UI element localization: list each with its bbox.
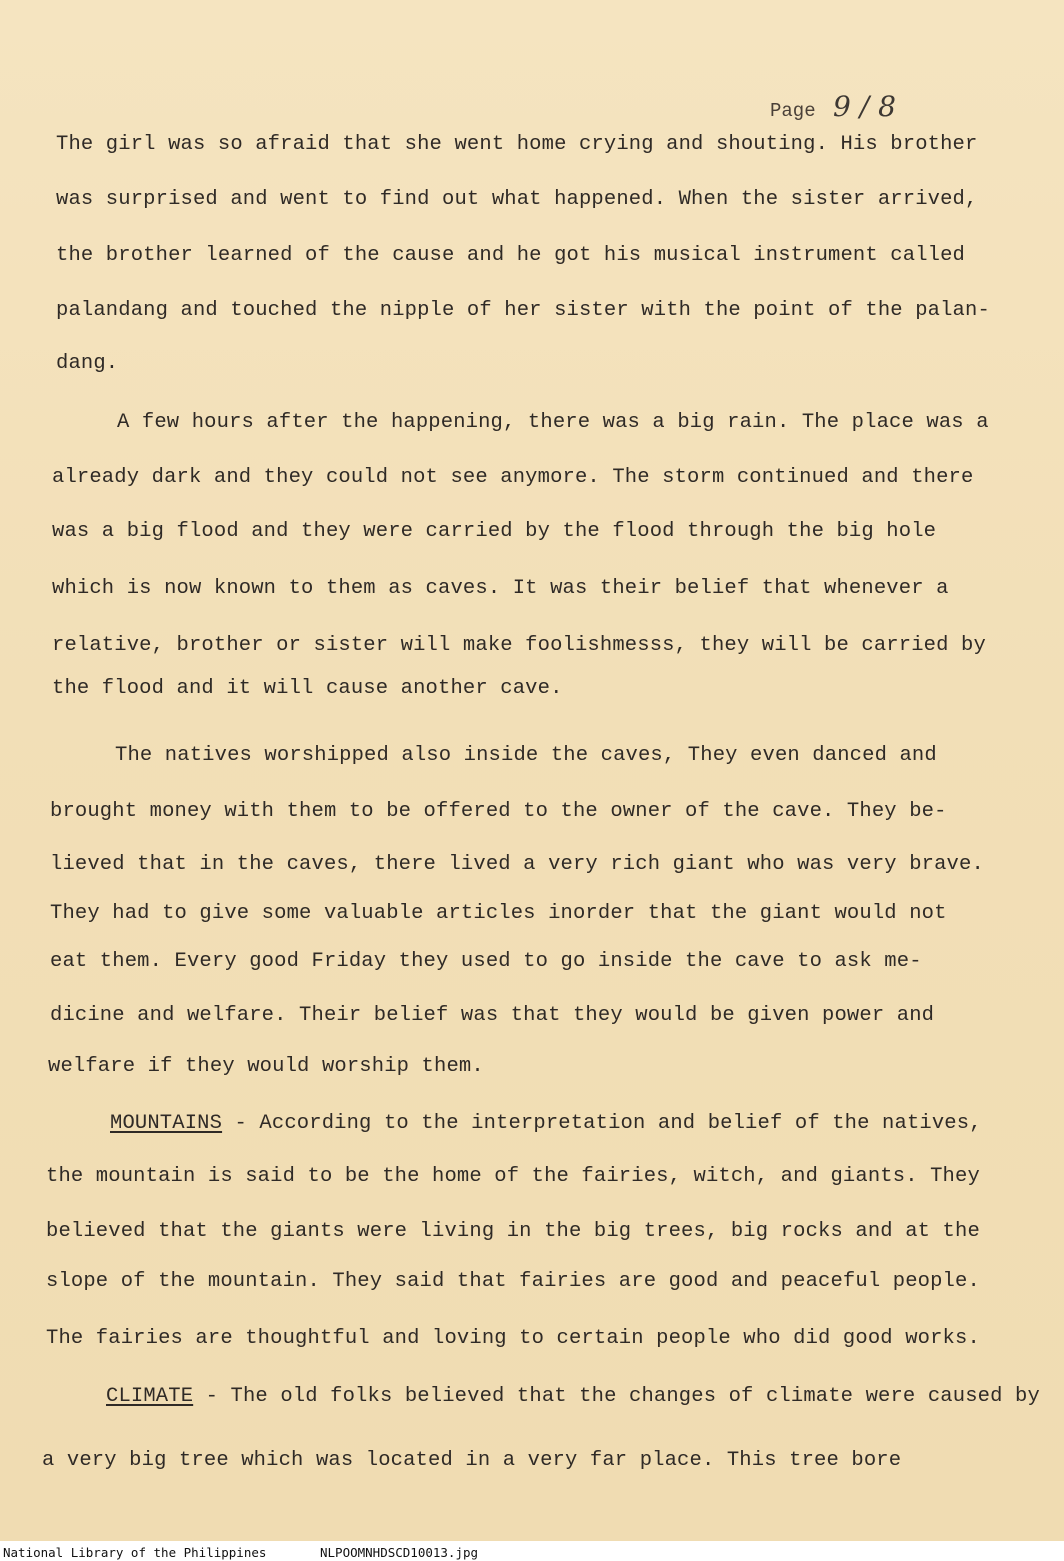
footer-filename: NLPOOMNHDSCD10013.jpg	[320, 1545, 479, 1560]
paragraph-2-line-5: relative, brother or sister will make foolishmesss, they will be carried by	[52, 634, 986, 657]
footer-bar	[0, 1541, 1064, 1561]
mountains-line-4: slope of the mountain. They said that fairies are good and peaceful people.	[46, 1270, 980, 1293]
paragraph-1-line-1: The girl was so afraid that she went home crying and shouting. His brother	[56, 133, 978, 156]
climate-heading: CLIMATE	[106, 1385, 194, 1408]
paragraph-1-line-2: was surprised and went to find out what happened. When the sister arrived,	[56, 188, 978, 211]
paragraph-2-line-2: already dark and they could not see anymore. The storm continued and there	[52, 466, 974, 489]
paragraph-2-line-1: A few hours after the happening, there was a big rain. The place was a	[117, 411, 989, 434]
paragraph-3-line-1: The natives worshipped also inside the caves, They even danced and	[115, 744, 937, 767]
handwritten-page-number: 9 / 8	[833, 90, 896, 123]
mountains-first-line	[110, 1112, 982, 1135]
climate-first-line	[106, 1385, 1040, 1408]
paragraph-1-line-4: palandang and touched the nipple of her sister with the point of the palan-	[56, 299, 990, 322]
paragraph-1-line-3: the brother learned of the cause and he got his musical instrument called	[56, 244, 965, 267]
mountains-first-line-text: - According to the interpretation and belief of the natives,	[222, 1112, 982, 1135]
mountains-heading: MOUNTAINS	[110, 1112, 223, 1135]
climate-line-2: a very big tree which was located in a very far place. This tree bore	[42, 1449, 902, 1472]
mountains-line-5: The fairies are thoughtful and loving to certain people who did good works.	[46, 1327, 980, 1350]
mountains-line-2: the mountain is said to be the home of the fairies, witch, and giants. They	[46, 1165, 980, 1188]
footer-library: National Library of the Philippines	[3, 1545, 267, 1560]
mountains-line-3: believed that the giants were living in the big trees, big rocks and at the	[46, 1220, 980, 1243]
paragraph-2-line-4: which is now known to them as caves. It was their belief that whenever a	[52, 577, 949, 600]
paragraph-3-line-2: brought money with them to be offered to the owner of the cave. They be-	[50, 800, 947, 823]
paragraph-3-line-5: eat them. Every good Friday they used to go inside the cave to ask me-	[50, 950, 922, 973]
paragraph-2-line-3: was a big flood and they were carried by the flood through the big hole	[52, 520, 937, 543]
paragraph-3-line-7: welfare if they would worship them.	[48, 1055, 484, 1078]
paragraph-1-line-5: dang.	[56, 352, 119, 375]
page-number	[770, 90, 896, 123]
paragraph-3-line-6: dicine and welfare. Their belief was that they would be given power and	[50, 1004, 935, 1027]
paragraph-2-line-6: the flood and it will cause another cave.	[52, 677, 563, 700]
paragraph-3-line-3: lieved that in the caves, there lived a very rich giant who was very brave.	[50, 853, 984, 876]
climate-first-line-text: - The old folks believed that the changes of climate were caused by	[193, 1385, 1040, 1408]
paragraph-3-line-4: They had to give some valuable articles inorder that the giant would not	[50, 902, 947, 925]
page-label: Page	[770, 100, 816, 122]
